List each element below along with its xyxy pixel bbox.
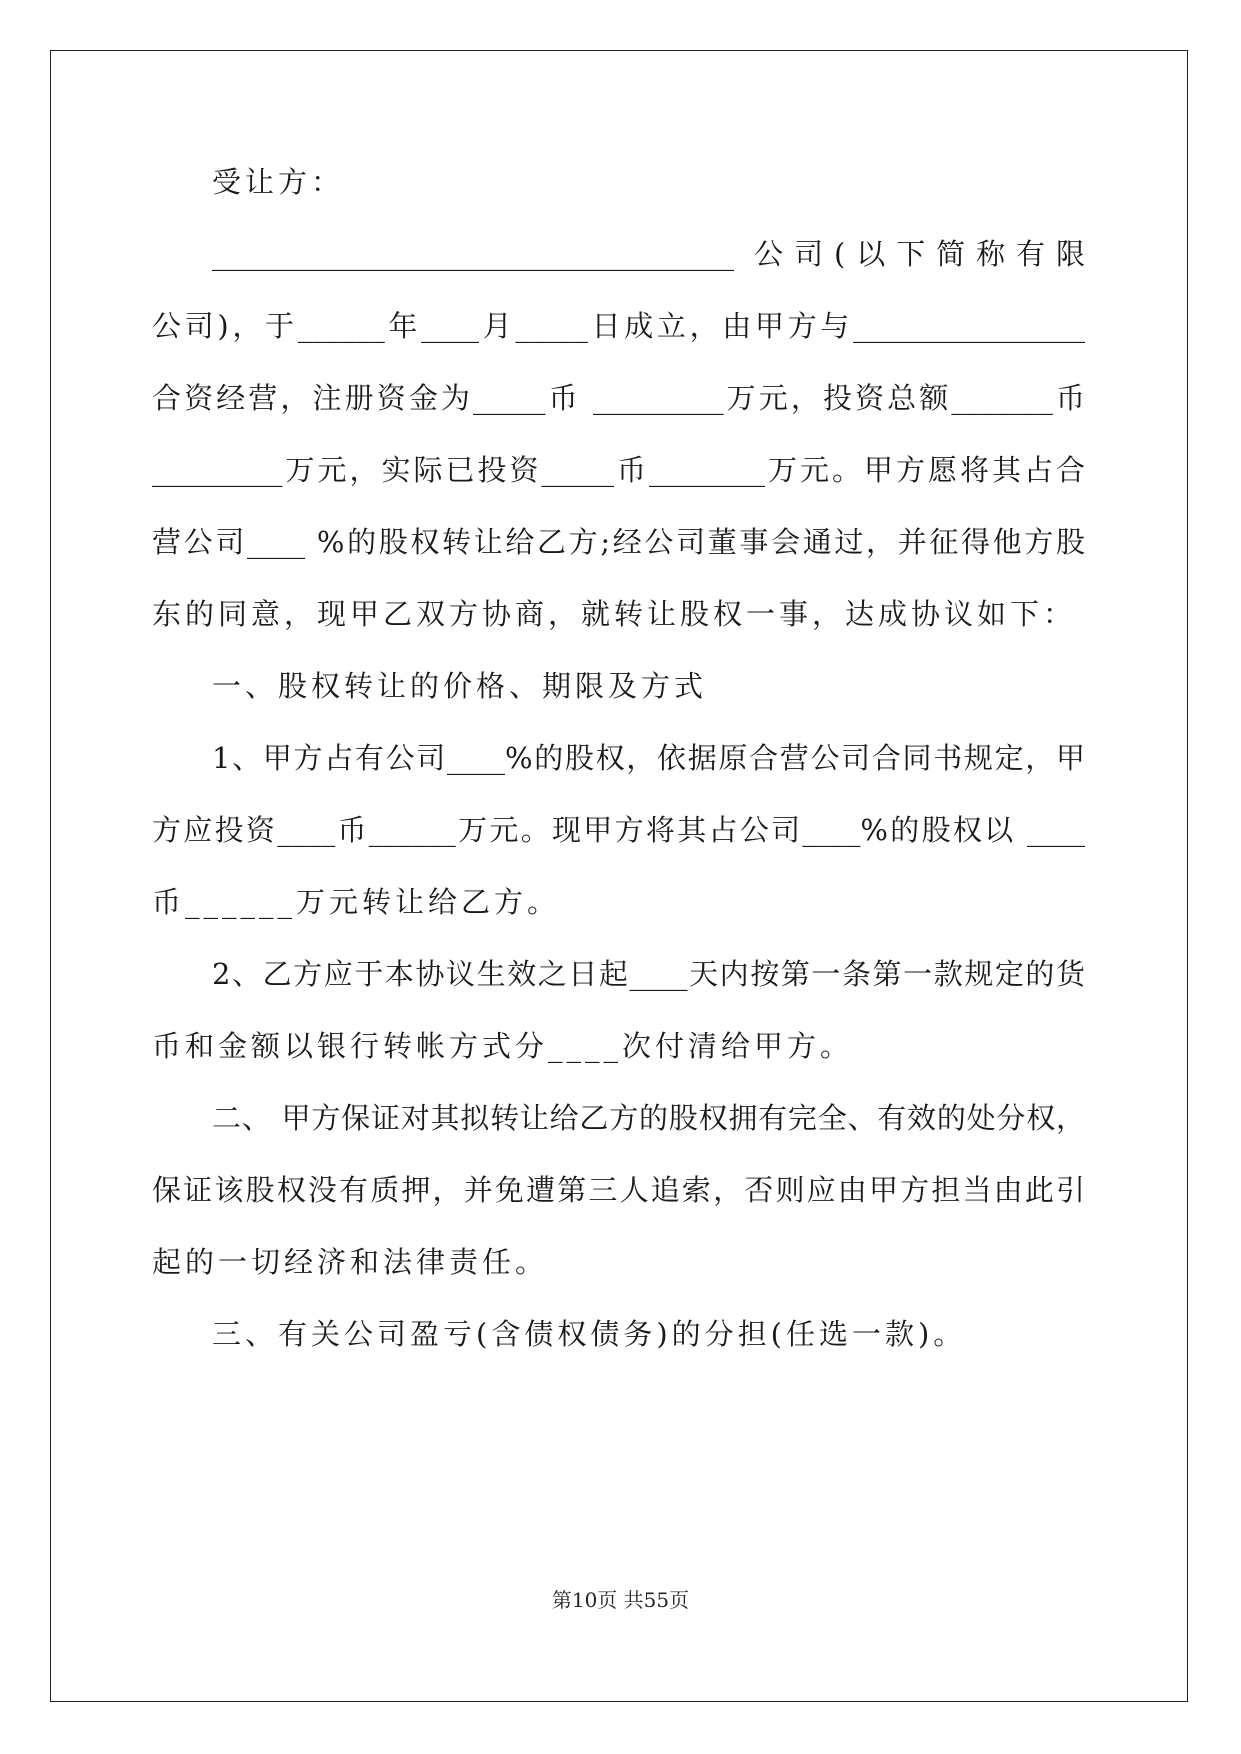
- paragraph-line: 合资经营，注册资金为_____币 _________万元，投资总额_______币: [152, 381, 1085, 415]
- paragraph-line: 公司)，于______年____月_____日成立，由甲方与________________: [152, 309, 1085, 343]
- paragraph-line: 营公司____ %的股权转让给乙方;经公司董事会通过，并征得他方股: [152, 525, 1085, 559]
- page-border: [50, 50, 1188, 1702]
- paragraph-line: ____________________________________ 公司(以下简称有限: [212, 237, 1085, 271]
- clause-line: 币和金额以银行转帐方式分____次付清给甲方。: [152, 1029, 854, 1063]
- section-heading-2: 二、 甲方保证对其拟转让给乙方的股权拥有完全、有效的处分权，: [212, 1101, 1085, 1135]
- clause-line: 2、乙方应于本协议生效之日起____天内按第一条第一款规定的货: [212, 957, 1085, 991]
- paragraph-line: _________万元，实际已投资_____币________万元。甲方愿将其占合: [152, 453, 1085, 487]
- section-heading-3: 三、有关公司盈亏(含债权债务)的分担(任选一款)。: [212, 1317, 967, 1351]
- clause-line: 起的一切经济和法律责任。: [152, 1245, 549, 1279]
- clause-line: 币______万元转让给乙方。: [152, 885, 561, 919]
- section-heading-1: 一、股权转让的价格、期限及方式: [212, 669, 708, 703]
- clause-line: 方应投资____币______万元。现甲方将其占公司____%的股权以 ____: [152, 813, 1085, 847]
- clause-line: 保证该股权没有质押，并免遭第三人追索，否则应由甲方担当由此引: [152, 1173, 1085, 1207]
- clause-line: 1、甲方占有公司____%的股权，依据原合营公司合同书规定，甲: [212, 741, 1085, 775]
- page-number: 第10页 共55页: [551, 1588, 690, 1612]
- transferee-label: 受让方：: [212, 165, 345, 199]
- paragraph-line: 东的同意，现甲乙双方协商，就转让股权一事，达成协议如下：: [152, 597, 1077, 631]
